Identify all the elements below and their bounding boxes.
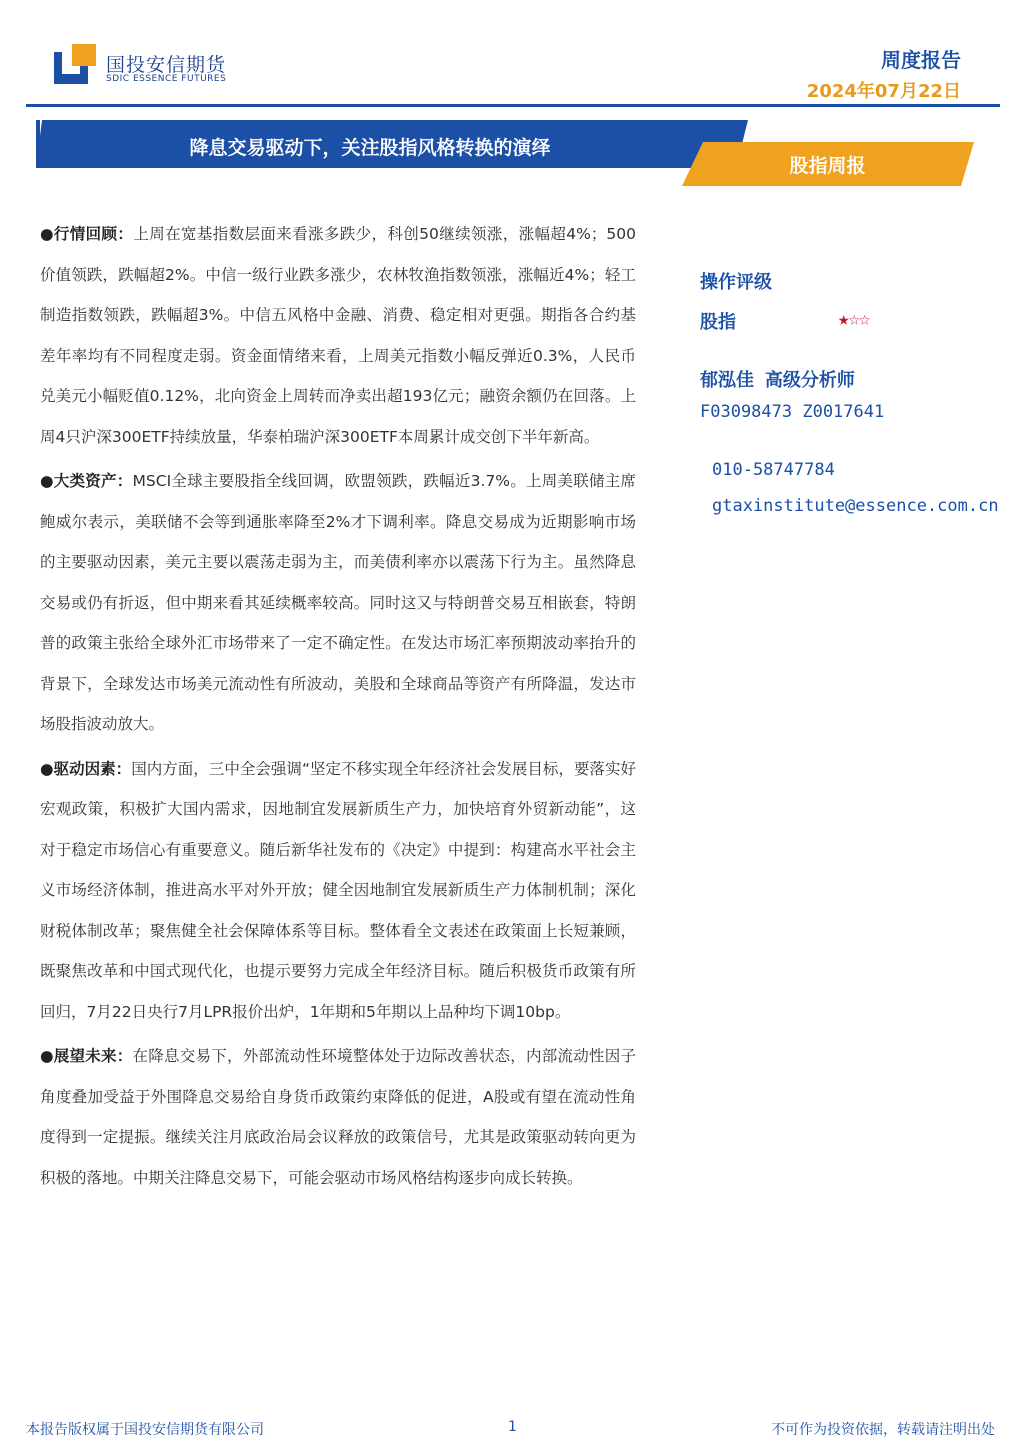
header-divider xyxy=(26,104,1000,107)
rating-row xyxy=(700,308,910,334)
bullet-icon: ● xyxy=(40,472,54,490)
report-category-tag: 股指周报 xyxy=(789,155,866,177)
footer-disclaimer: 不可作为投资依据，转载请注明出处 xyxy=(771,1422,995,1438)
analyst-name: 郁泓佳 高级分析师 xyxy=(700,370,855,391)
report-title: 降息交易驱动下，关注股指风格转换的演绎 xyxy=(189,137,551,159)
contact-phone: 010-58747784 xyxy=(712,460,835,480)
report-type: 周度报告 xyxy=(881,48,961,72)
paragraph-text: MSCI全球主要股指全线回调，欧盟领跌，跌幅近3.7%。上周美联储主席鲍威尔表示，美联储不会等到通胀率降至2%才下调利率。降息交易成为近期影响市场的主要驱动因素，美元主要以震荡走弱为主，而美债利率亦以震荡下行为主。虽然降息交易或仍有折返，但中期来看其延续概率较高。同时这又与特朗普交易互相嵌套，特朗普的政策主张给全球外汇市场带来了一定不确定性。在发达市场汇率预期波动率抬升的背景下，全球发达市场美元流动性有所波动，美股和全球商品等资产有所降温，发达市场股指波动放大。 xyxy=(40,472,636,733)
page-number: 1 xyxy=(508,1419,517,1435)
contact-email[interactable]: gtaxinstitute@essence.com.cn xyxy=(712,496,999,516)
bullet-icon: ● xyxy=(40,759,54,778)
main-content xyxy=(40,214,636,1202)
bullet-icon: ● xyxy=(40,225,54,243)
paragraph-text: 上周在宽基指数层面来看涨多跌少，科创50继续领涨，涨幅超4%；500价值领跌，跌幅超2%。中信一级行业跌多涨少，农林牧渔指数领涨，涨幅近4%；轻工制造指数领跌，跌幅超3%。中信五风格中金融、消费、稳定相对更强。期指各合约基差年率均有不同程度走弱。资金面情绪来看，上周美元指数小幅反弹近0.3%，人民币兑美元小幅贬值0.12%，北向资金上周转而净卖出超193亿元；融资余额仍在回落。上周4只沪深300ETF持续放量，华泰柏瑞沪深300ETF本周累计成交创下半年新高。 xyxy=(40,225,636,446)
paragraph-heading: 驱动因素： xyxy=(53,759,132,778)
paragraph-heading: 展望未来： xyxy=(53,1047,133,1065)
paragraph-text: 国内方面，三中全会强调“坚定不移实现全年经济社会发展目标，要落实好宏观政策，积极扩大国内需求，因地制宜发展新质生产力，加快培育外贸新动能”，这对于稳定市场信心有重要意义。随后新华社发布的《决定》中提到：构建高水平社会主义市场经济体制，推进高水平对外开放；健全因地制宜发展新质生产力体制机制；深化财税体制改革；聚焦健全社会保障体系等目标。整体看全文表述在政策面上长短兼顾，既聚焦改革和中国式现代化，也提示要努力完成全年经济目标。随后积极货币政策有所回归，7月22日央行7月LPR报价出炉，1年期和5年期以上品种均下调10bp。 xyxy=(40,759,636,1021)
paragraph-market-review xyxy=(40,214,636,457)
footer-copyright: 本报告版权属于国投安信期货有限公司 xyxy=(26,1422,264,1438)
rating-item: 股指 xyxy=(700,312,736,333)
paragraph-asset-classes xyxy=(40,461,636,745)
paragraph-drivers xyxy=(40,749,636,1033)
analyst-license: F03098473 Z0017641 xyxy=(700,402,885,422)
bullet-icon: ● xyxy=(40,1047,54,1065)
paragraph-outlook xyxy=(40,1036,636,1198)
paragraph-heading: 行情回顾： xyxy=(53,225,134,243)
rating-title: 操作评级 xyxy=(700,272,772,293)
report-date: 2024年07月22日 xyxy=(806,81,961,102)
paragraph-text: 在降息交易下，外部流动性环境整体处于边际改善状态，内部流动性因子角度叠加受益于外围降息交易给自身货币政策约束降低的促进，A股或有望在流动性角度得到一定提振。继续关注月底政治局会议释放的政策信号，尤其是政策驱动转向更为积极的落地。中期关注降息交易下，可能会驱动市场风格结构逐步向成长转换。 xyxy=(40,1047,636,1187)
company-logo-icon xyxy=(54,44,96,84)
logo-chinese-name: 国投安信期货 xyxy=(106,54,227,76)
logo-english-name: SDIC ESSENCE FUTURES xyxy=(106,74,227,84)
rating-stars-icon: ★☆☆ xyxy=(838,308,870,330)
sidebar-info xyxy=(700,268,1020,516)
paragraph-heading: 大类资产： xyxy=(53,472,133,490)
